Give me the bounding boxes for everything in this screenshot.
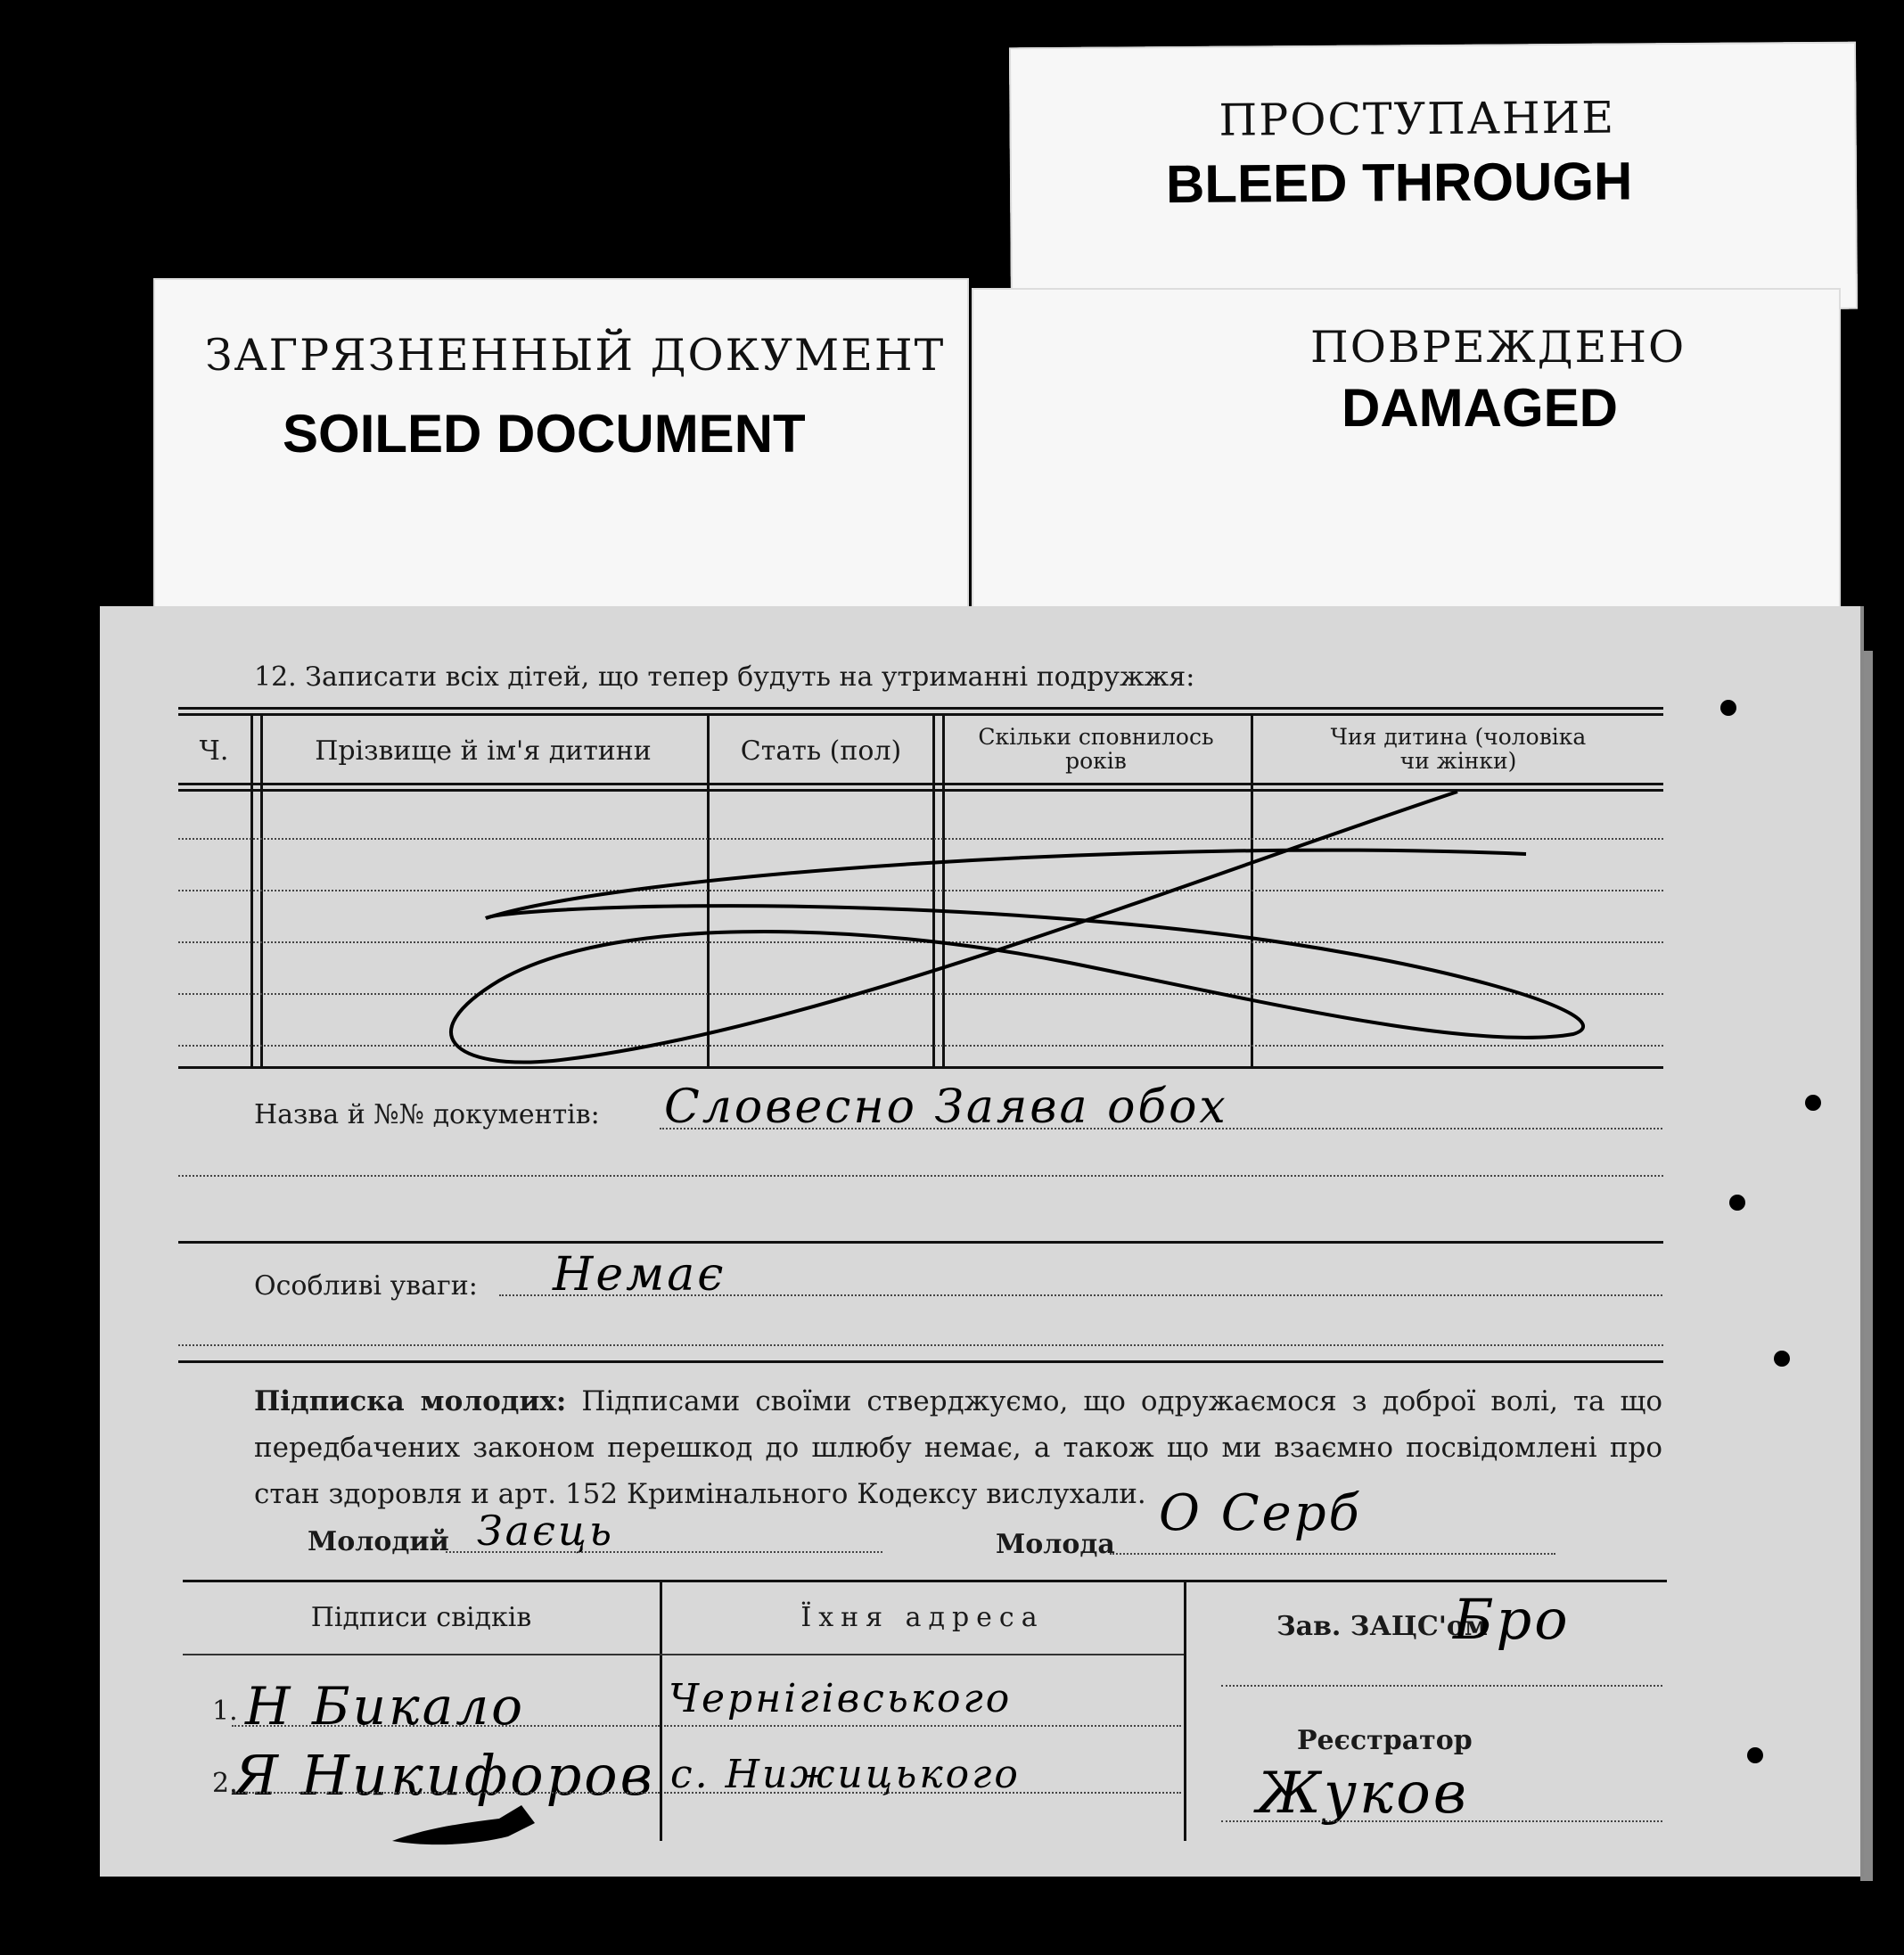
documents-value: Словесно Заява обох xyxy=(664,1080,1228,1134)
witness-address-1: Чернігівського xyxy=(669,1676,1013,1721)
bride-label: Молода xyxy=(996,1529,1115,1560)
bride-signature: О Серб xyxy=(1159,1484,1362,1542)
header-whose-line1: Чия дитина (чоловіка xyxy=(1330,724,1587,750)
groom-label: Молодий xyxy=(308,1526,449,1557)
witness-signature-2: Я Никифоров xyxy=(234,1743,655,1808)
header-whose-line2: чи жінки) xyxy=(1399,748,1517,774)
pledge-label: Підписка молодих: xyxy=(254,1385,567,1417)
registrar-label: Реєстратор xyxy=(1297,1725,1473,1756)
remarks-value: Немає xyxy=(553,1248,726,1302)
witness-signature-1: Н Бикало xyxy=(245,1676,526,1737)
address-header: Їхня адреса xyxy=(800,1602,1045,1633)
damaged-label-en: DAMAGED xyxy=(1342,378,1618,438)
bleed-through-label-en: BLEED THROUGH xyxy=(1165,151,1633,215)
damaged-label-ru: ПОВРЕЖДЕНО xyxy=(1310,322,1687,373)
header-child-name: Прізвище й ім'я дитини xyxy=(315,735,652,767)
witnesses-header: Підписи свідків xyxy=(310,1602,532,1633)
section-12-title: 12. Записати всіх дітей, що тепер будуть на утриманні подружжя: xyxy=(254,661,1195,693)
groom-signature: Заєць xyxy=(477,1507,614,1555)
registrar-signature: Жуков xyxy=(1257,1761,1470,1827)
header-number: Ч. xyxy=(199,735,229,767)
header-age-line1: Скільки сповнилось xyxy=(978,724,1214,750)
documents-label: Назва й №№ документів: xyxy=(254,1099,600,1130)
witness-number-2: 2. xyxy=(212,1768,238,1799)
witness-number-1: 1. xyxy=(212,1696,238,1727)
soiled-document-label-en: SOILED DOCUMENT xyxy=(283,404,806,464)
head-signature: Бро xyxy=(1453,1587,1571,1652)
header-sex: Стать (пол) xyxy=(740,735,902,767)
soiled-document-label-ru: ЗАГРЯЗНЕННЫЙ ДОКУМЕНТ xyxy=(205,330,946,381)
bleed-through-label-ru: ПРОСТУПАНИЕ xyxy=(1219,92,1616,146)
witness-address-2: с. Нижицького xyxy=(670,1752,1021,1797)
head-label: Зав. ЗАЦС'ом xyxy=(1276,1611,1488,1642)
header-age-line2: років xyxy=(1065,748,1127,774)
pledge-text: Підписами своїми стверджуємо, що одружаємося з доброї волі, та що передбачених законом перешкод до шлюбу немає, а також що ми взаємно посвідомлені про стан здоровля и арт. 152 Кримінального Кодексу вислухали. xyxy=(254,1385,1662,1510)
remarks-label: Особливі уваги: xyxy=(254,1270,478,1302)
